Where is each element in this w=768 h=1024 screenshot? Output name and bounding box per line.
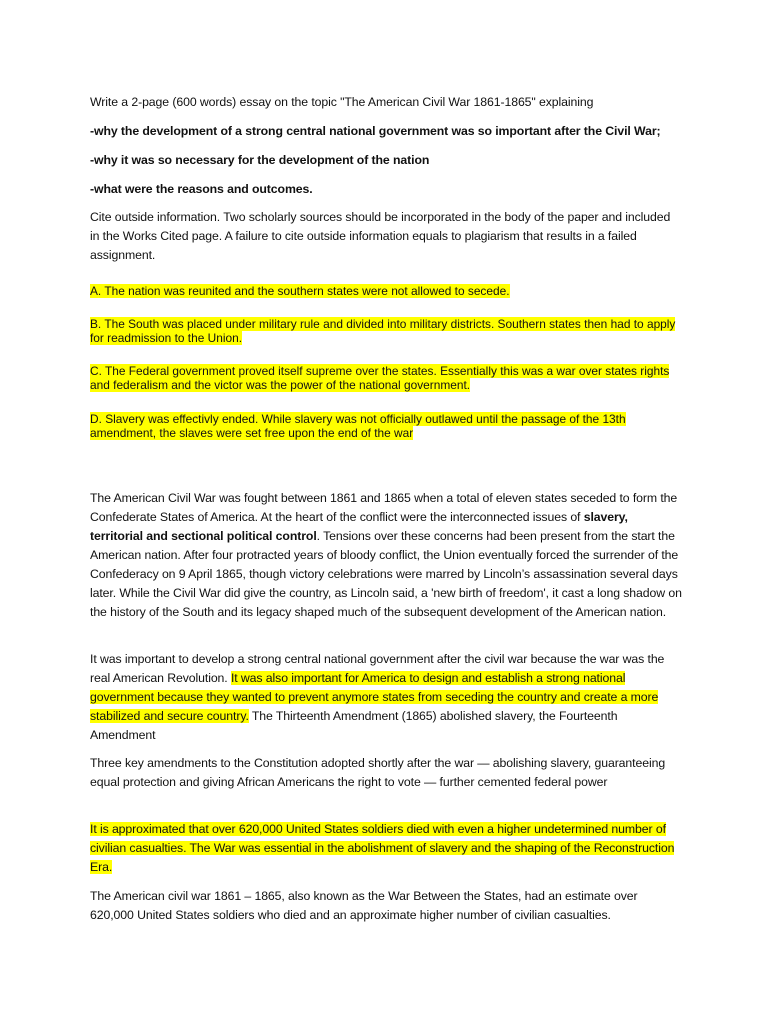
para1-bold: slavery, territorial and sectional political control [90,510,628,543]
highlighted-point-c [90,364,682,392]
point-d-text: D. Slavery was effectivly ended. While slavery was not officially outlawed until the passage of the 13th amendment, the slaves were set free upon the end of the war [90,412,626,440]
citation-instructions: Cite outside information. Two scholarly sources should be incorporated in the body of the paper and included in the Works Cited page. A failure to cite outside information equals to plagiarism that results in a failed assignment. [90,210,671,262]
essay-paragraph-1 [90,489,682,622]
assignment-bullet-2: -why it was so necessary for the development of the nation [90,153,430,167]
point-b-text: B. The South was placed under military rule and divided into military districts. Southern states then had to apply for readmission to the Union. [90,317,676,345]
point-c-text: C. The Federal government proved itself supreme over the states. Essentially this was a war over states rights and federalism and the victor was the power of the national government. [90,364,670,392]
essay-paragraph-3: Three key amendments to the Constitution adopted shortly after the war — abolishing slavery, guaranteeing equal protection and giving African Americans the right to vote — further cemented federal power [90,756,666,789]
highlighted-point-d [90,412,682,440]
para2-text-b: The Thirteenth Amendment (1865) abolished slavery, the Fourteenth Amendment [90,709,618,742]
assignment-bullet-1: -why the development of a strong central national government was so important after the Civil War; [90,124,661,138]
para2-text-a: It was important to develop a strong central national government after the civil war because the war was the real American Revolution. [90,652,665,685]
essay-paragraph-4 [90,820,682,877]
para2-highlight: It was also important for America to design and establish a strong national government because they wanted to prevent anymore states from seceding the country and create a more stabilized and secure country. [90,671,659,723]
para4-highlight: It is approximated that over 620,000 United States soldiers died with even a higher undetermined number of civilian casualties. The War was essential in the abolishment of slavery and the shaping of the Reconstruction Era. [90,822,675,874]
essay-paragraph-5: The American civil war 1861 – 1865, also known as the War Between the States, had an estimate over 620,000 United States soldiers who died and an approximate higher number of civilian casualties. [90,889,638,922]
assignment-intro: Write a 2-page (600 words) essay on the topic "The American Civil War 1861-1865" explaining [90,95,594,109]
essay-paragraph-2 [90,650,682,745]
para1-text-b: . Tensions over these concerns had been present from the start the American nation. After four protracted years of bloody conflict, the Union eventually forced the surrender of the Confederacy on 9 April 1865, though victory celebrations were marred by Lincoln’s assassination several days later. While the Civil War did give the country, as Lincoln said, a 'new birth of freedom', it cast a long shadow on the history of the South and its legacy shaped much of the subsequent development of the American nation. [90,529,682,619]
point-a-text: A. The nation was reunited and the southern states were not allowed to secede. [90,284,510,298]
highlighted-point-b [90,317,682,345]
para1-text-a: The American Civil War was fought between 1861 and 1865 when a total of eleven states seceded to form the Confederate States of America. At the heart of the conflict were the interconnected issues of [90,491,678,524]
highlighted-point-a [90,284,682,298]
assignment-bullet-3: -what were the reasons and outcomes. [90,182,313,196]
